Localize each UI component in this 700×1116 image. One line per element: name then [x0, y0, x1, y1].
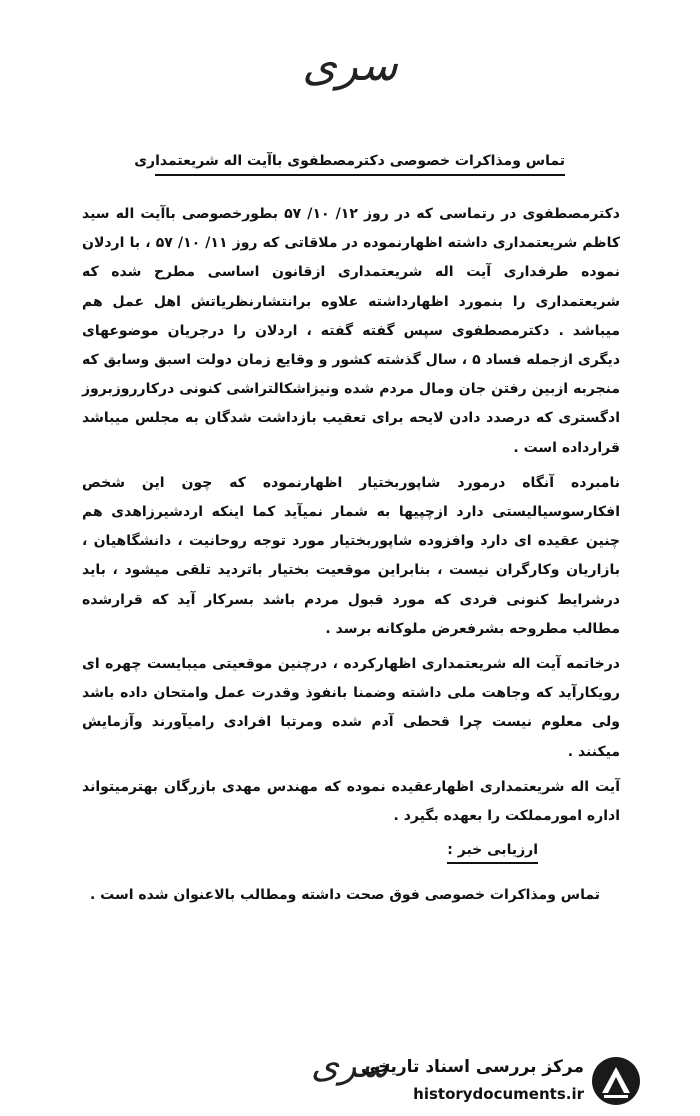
body-paragraph-3: درخاتمه آیت اله شریعتمداری اظهارکرده ، درچنین موقعیتی میبایست چهره ای رویکارآید که وجاهت ملی داشته وضمنا بانفوذ وقدرت عمل وامتحان داده باشد ولی معلوم نیست چرا قحطی آدم شده ومرتبا افرادی رامیآورند وآزمایش میکنند .: [82, 656, 620, 760]
body-paragraph-4: آیت اله شریعتمداری اظهارعقیده نموده که مهندس مهدی بازرگان بهترمیتواند اداره امورمملکت را بعهده بگیرد .: [82, 778, 620, 825]
assessment-label: ارزیابی خبر :: [447, 842, 538, 864]
classification-stamp-bottom: سری: [310, 1045, 390, 1086]
watermark-url: historydocuments.ir: [413, 1085, 584, 1103]
body-paragraph-1: دکترمصطفوی در رتماسی که در روز ۱۲/ ۱۰/ ۵۷ بطورخصوصی باآیت اله سید کاظم شریعتمداری داشته اظهارنموده در ملاقاتی که روز ۱۱/ ۱۰/ ۵۷ ، با اردلان نموده طرفداری آیت اله شریعتمداری ازقانون اساسی مطرح شده که شریعتمداری را بنمورد اظهارداشته علاوه برانتشارنظریاتش اهل عمل هم میباشد . دکترمصطفوی سپس گفته گفته ، اردلان را درجریان موضوعهای دیگری ازجمله فساد ۵ ، سال گذشته کشور و وقایع زمان دولت اسبق وسابق که منجربه ازبین رفتن جان ومال مردم شده ونیزاشکالتراشی کنونی درکارروزبروز ادگستری که درصدد دادن لایحه برای تعقیب بازداشت شدگان به مجلس میباشد قرارداده است .: [82, 206, 620, 456]
archive-watermark: [361, 1053, 642, 1111]
body-paragraph-2: نامبرده آنگاه درمورد شاپوربختیار اظهارنموده که چون این شخص افکارسوسیالیستی دارد ازچپیها به شمار نمیآید کما اینکه اردشیرزاهدی هم چنین عقیده ای دارد وافزوده شاپوربختیار مورد توجه روحانیت ، دانشگاهیان ، بازاریان وکارگران نیست ، بنابراین موقعیت بختیار باتردید تلقی میشود ، باید درشرایط کنونی فردی که مورد قبول مردم باشد بسرکار آید که قرارشده مطالب مطروحه بشرفعرض ملوکانه برسد .: [82, 474, 620, 637]
document-subject: تماس ومذاکرات خصوصی دکترمصطفوی باآیت اله شریعتمداری: [155, 153, 565, 176]
document-body: [82, 200, 620, 831]
assessment-text: تماس ومذاکرات خصوصی فوق صحت داشته ومطالب بالاعنوان شده است .: [89, 887, 600, 903]
classification-stamp-top: سری: [302, 40, 398, 91]
watermark-title: مرکز بررسی اسناد تاریخی: [361, 1057, 584, 1077]
archive-logo-icon: [590, 1053, 642, 1109]
